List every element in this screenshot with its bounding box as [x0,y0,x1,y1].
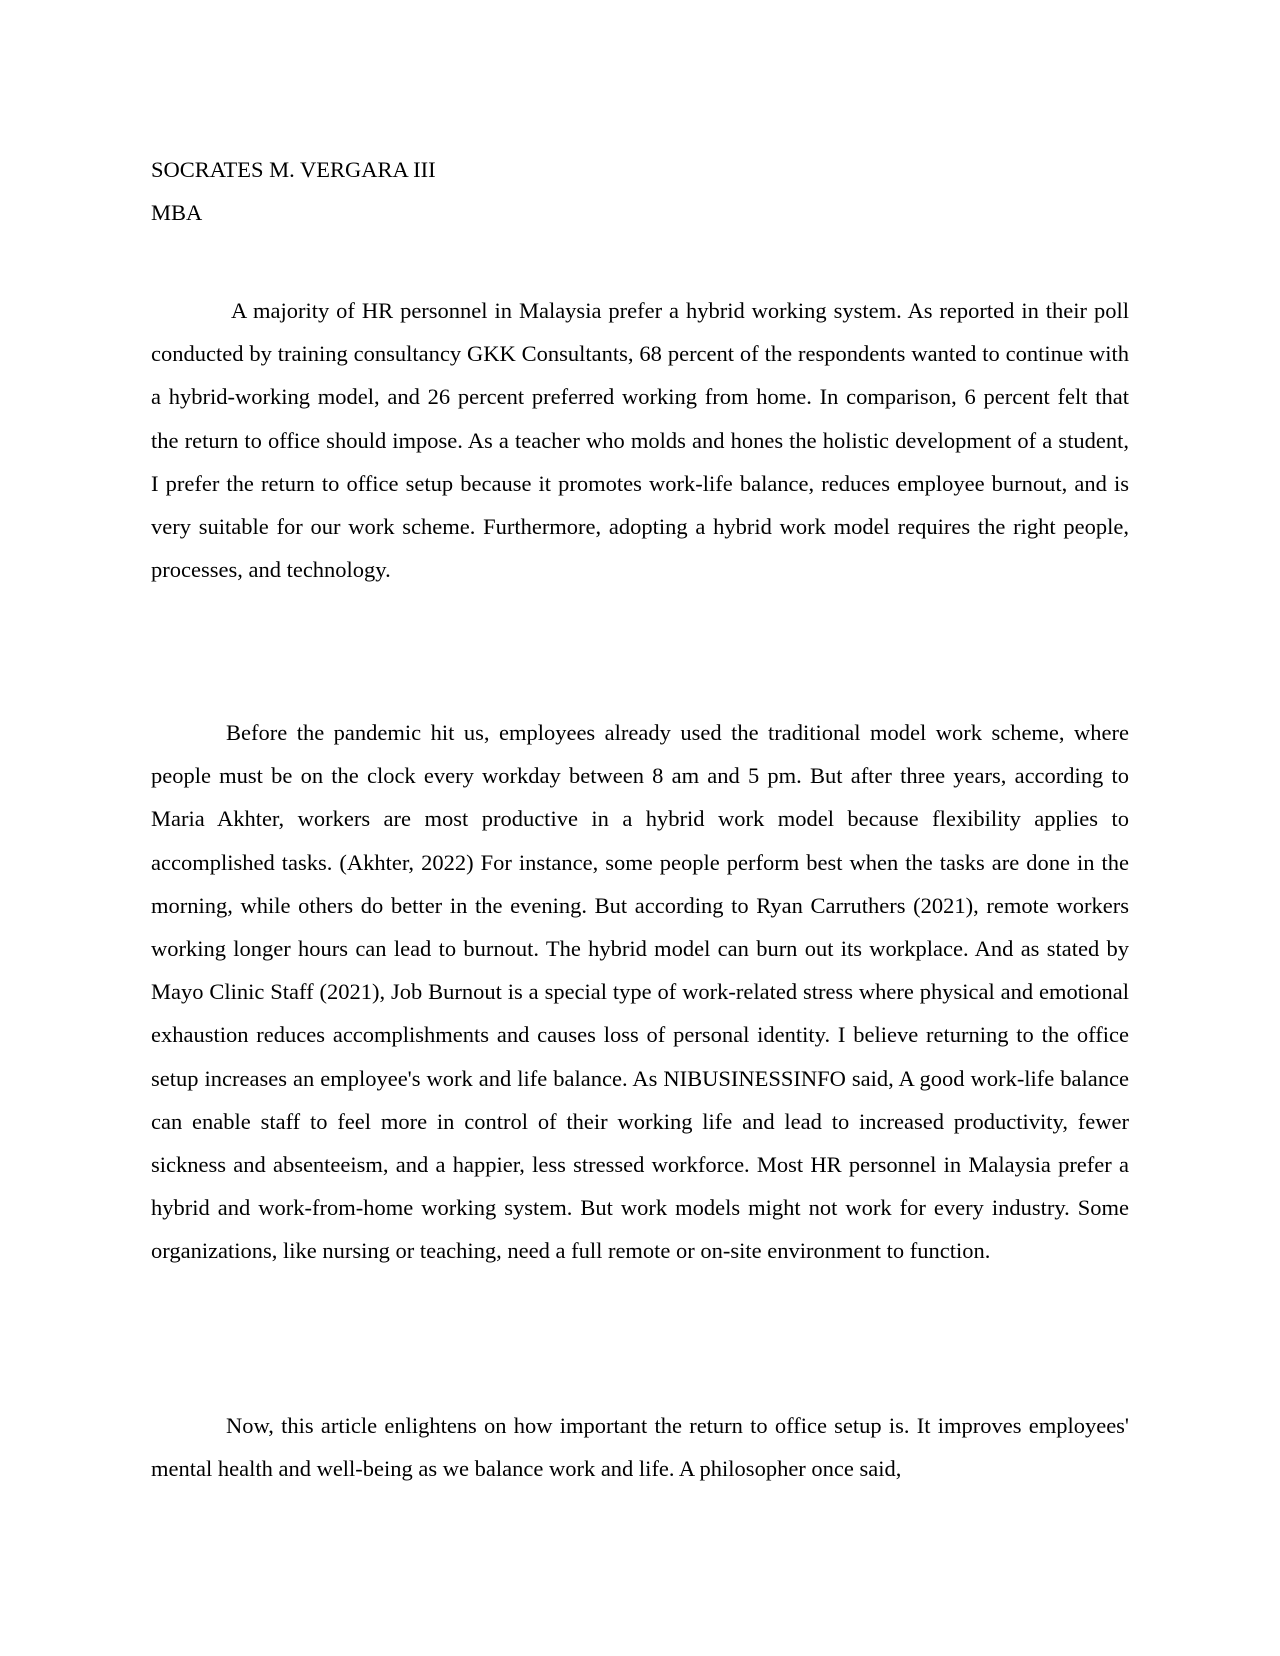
paragraph-return-to-office: Now, this article enlightens on how important the return to office setup is. It improves employees' mental health and well-being as we balance work and life. A philosopher once said, [151,1413,1129,1482]
author-name: SOCRATES M. VERGARA III [151,157,436,182]
paragraph-hybrid-preference: A majority of HR personnel in Malaysia prefer a hybrid working system. As reported in their poll conducted by training consultancy GKK Consultants, 68 percent of the respondents wanted to continue with a hybrid-working model, and 26 percent preferred working from home. In comparison, 6 percent felt that the return to office should impose. As a teacher who molds and hones the holistic development of a student, I prefer the return to office setup because it promotes work-life balance, reduces employee burnout, and is very suitable for our work scheme. Furthermore, adopting a hybrid work model requires the right people, processes, and technology. [151,298,1129,583]
paragraph-pandemic-work-scheme: Before the pandemic hit us, employees already used the traditional model work scheme, where people must be on the clock every workday between 8 am and 5 pm. But after three years, according to Maria Akhter, workers are most productive in a hybrid work model because flexibility applies to accomplished tasks. (Akhter, 2022) For instance, some people perform best when the tasks are done in the morning, while others do better in the evening. But according to Ryan Carruthers (2021), remote workers working longer hours can lead to burnout. The hybrid model can burn out its workplace. And as stated by Mayo Clinic Staff (2021), Job Burnout is a special type of work-related stress where physical and emotional exhaustion reduces accomplishments and causes loss of personal identity. I believe returning to the office setup increases an employee's work and life balance. As NIBUSINESSINFO said, A good work-life balance can enable staff to feel more in control of their working life and lead to increased productivity, fewer sickness and absenteeism, and a happier, less stressed workforce. Most HR personnel in Malaysia prefer a hybrid and work-from-home working system. But work models might not work for every industry. Some organizations, like nursing or teaching, need a full remote or on-site environment to function. [151,720,1129,1264]
author-degree: MBA [151,200,203,225]
author-block [151,148,1131,234]
